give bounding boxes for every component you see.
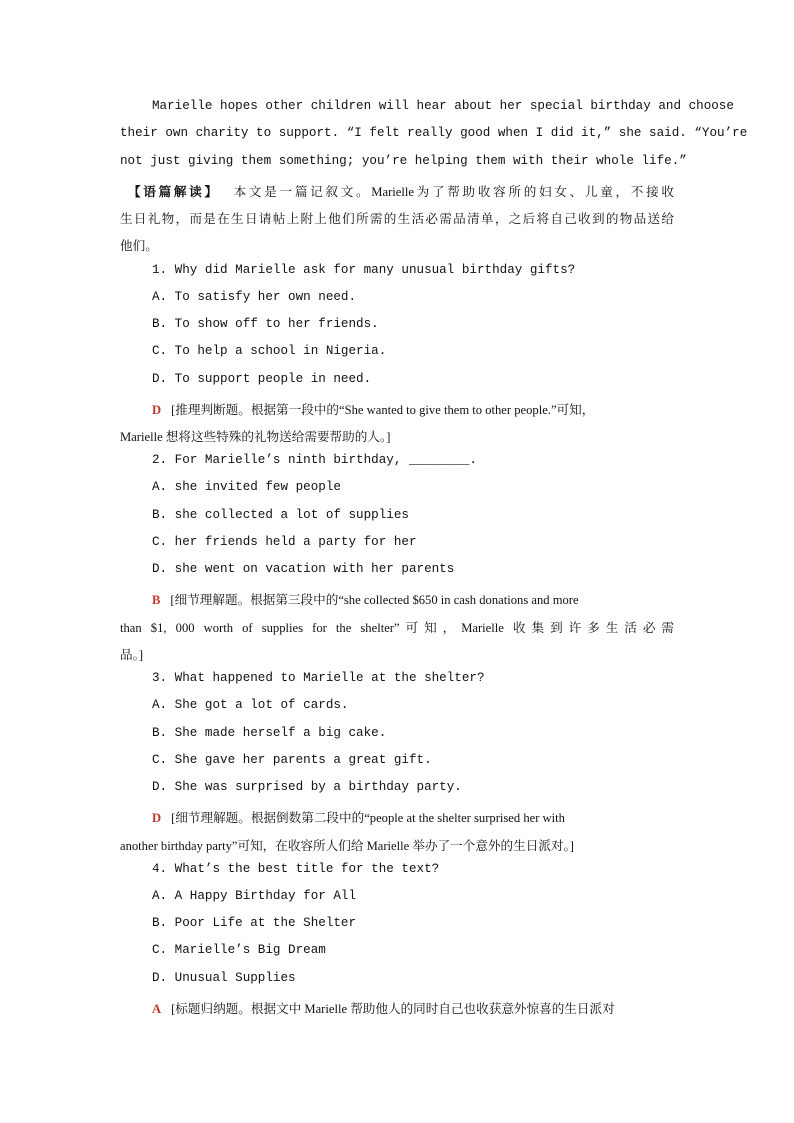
reading-interpretation-line-1 [128, 181, 674, 200]
question-4-option-d: D. Unusual Supplies [152, 971, 296, 985]
question-1-explanation-text-1: [推理判断题。根据第一段中的“She wanted to give them to other people.”可知， [171, 403, 595, 417]
question-1-option-d: D. To support people in need. [152, 372, 372, 386]
question-2-explanation-line-2: than $1, 000 worth of supplies for the shelter”可知，Marielle 收集到许多生活必需 [120, 621, 674, 635]
question-2-option-c: C. her friends held a party for her [152, 535, 417, 549]
question-1-option-a: A. To satisfy her own need. [152, 290, 357, 304]
passage-line-3: not just giving them something; you’re helping them with their whole life.” [120, 154, 687, 168]
question-1-stem: 1. Why did Marielle ask for many unusual birthday gifts? [152, 263, 576, 277]
question-4-option-b: B. Poor Life at the Shelter [152, 916, 357, 930]
question-3-explanation-line-1 [152, 807, 674, 826]
question-3-explanation-text-1: [细节理解题。根据倒数第二段中的“people at the shelter surprised her with [171, 811, 565, 825]
question-2-option-a: A. she invited few people [152, 480, 341, 494]
question-3-option-b: B. She made herself a big cake. [152, 726, 387, 740]
question-2-explanation-line-1 [152, 589, 674, 608]
question-3-explanation-line-2: another birthday party”可知，在收容所人们给 Marielle 举办了一个意外的生日派对。] [120, 839, 574, 853]
passage-line-1: Marielle hopes other children will hear about her special birthday and choose [152, 99, 734, 113]
question-3-answer: D [152, 811, 162, 825]
question-1-explanation-line-1 [152, 399, 674, 418]
question-4-stem: 4. What’s the best title for the text? [152, 862, 440, 876]
passage-line-2: their own charity to support. “I felt really good when I did it,” she said. “You’re [120, 126, 748, 140]
reading-interpretation-tag: 【语篇解读】 [128, 185, 220, 199]
question-1-option-c: C. To help a school in Nigeria. [152, 344, 387, 358]
reading-interpretation-text-1: 本文是一篇记叙文。Marielle为了帮助收容所的妇女、儿童，不接收 [233, 185, 674, 199]
question-1-answer: D [152, 403, 162, 417]
question-1-explanation-line-2: Marielle 想将这些特殊的礼物送给需要帮助的人。] [120, 430, 391, 444]
question-3-option-d: D. She was surprised by a birthday party. [152, 780, 462, 794]
reading-interpretation-line-3: 他们。 [120, 239, 158, 253]
question-4-explanation-text-1: [标题归纳题。根据文中 Marielle 帮助他人的同时自己也收获意外惊喜的生日派对 [171, 1002, 615, 1016]
question-3-option-a: A. She got a lot of cards. [152, 698, 349, 712]
question-1-option-b: B. To show off to her friends. [152, 317, 379, 331]
reading-interpretation-line-2: 生日礼物，而是在生日请帖上附上他们所需的生活必需品清单，之后将自己收到的物品送给 [120, 212, 674, 226]
question-4-explanation-line-1 [152, 998, 674, 1017]
question-2-option-d: D. she went on vacation with her parents [152, 562, 455, 576]
question-4-option-c: C. Marielle’s Big Dream [152, 943, 326, 957]
question-2-stem: 2. For Marielle’s ninth birthday, ________. [152, 453, 477, 467]
question-2-answer: B [152, 593, 161, 607]
question-4-answer: A [152, 1002, 162, 1016]
question-2-option-b: B. she collected a lot of supplies [152, 508, 409, 522]
question-4-option-a: A. A Happy Birthday for All [152, 889, 357, 903]
question-3-option-c: C. She gave her parents a great gift. [152, 753, 432, 767]
question-3-stem: 3. What happened to Marielle at the shelter? [152, 671, 485, 685]
question-2-explanation-text-1: [细节理解题。根据第三段中的“she collected $650 in cash donations and more [170, 593, 579, 607]
question-2-explanation-line-3: 品。] [120, 648, 144, 662]
